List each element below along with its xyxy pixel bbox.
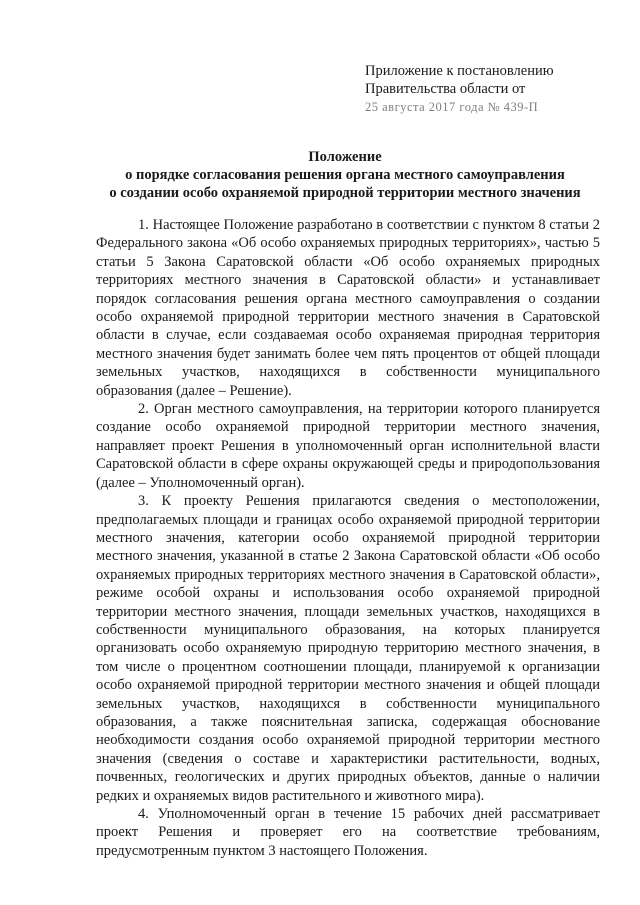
appendix-line-2: Правительства области от <box>365 81 526 97</box>
paragraph-2: 2. Орган местного самоуправления, на территории которого планируется создание особо охраняемой природной территории местного значения, направляет проект Решения в уполномоченный орган исполнительной власти Саратовской области в сфере охраны окружающей среды и природопользования (далее – Уполномоченный орган). <box>96 401 600 491</box>
paragraph-4: 4. Уполномоченный орган в течение 15 рабочих дней рассматривает проект Решения и проверяет его на соответствие требованиям, предусмотренным пунктом 3 настоящего Положения. <box>96 806 600 859</box>
title-line-3: о создании особо охраняемой природной территории местного значения <box>109 185 581 201</box>
appendix-header <box>365 62 615 116</box>
appendix-line-1: Приложение к постановлению <box>365 63 554 79</box>
document-body <box>96 216 600 860</box>
title-line-1: Положение <box>308 149 382 165</box>
appendix-date-stamp: 25 августа 2017 года № 439-П <box>365 100 539 114</box>
title-line-2: о порядке согласования решения органа местного самоуправления <box>125 167 565 183</box>
paragraph-3: 3. К проекту Решения прилагаются сведения о местоположении, предполагаемых площади и границах особо охраняемой природной территории местного значения, категории особо охраняемой природной территории местного значения, указанной в статье 2 Закона Саратовской области «Об особо охраняемых природных территориях местного значения в Саратовской области», режиме особой охраны и использования особо охраняемой природной территории местного значения, площади земельных участков, находящихся в собственности муниципального образования, на которых планируется организовать особо охраняемую природную территорию местного значения, в том числе о процентном соотношении площади, планируемой к организации особо охраняемой природной территории местного значения и общей площади земельных участков, находящихся в собственности муниципального образования, а также пояснительная записка, содержащая обоснование необходимости создания особо охраняемой природной территории местного значения (сведения о составе и характеристики растительности, водных, почвенных, геологических и других природных объектов, данные о наличии редких и охраняемых видов растительного и животного мира). <box>96 493 600 804</box>
document-title <box>80 148 610 202</box>
paragraph-1: 1. Настоящее Положение разработано в соответствии с пунктом 8 статьи 2 Федерального закона «Об особо охраняемых природных территориях», частью 5 статьи 5 Закона Саратовской области «Об особо охраняемых природных территориях местного значения в Саратовской области» и устанавливает порядок согласования решения органа местного самоуправления о создании особо охраняемой природной территории местного значения в Саратовской области в случае, если создаваемая особо охраняемая природная территория местного значения будет занимать более чем пять процентов от общей площади земельных участков, находящихся в собственности муниципального образования (далее – Решение). <box>96 217 600 399</box>
